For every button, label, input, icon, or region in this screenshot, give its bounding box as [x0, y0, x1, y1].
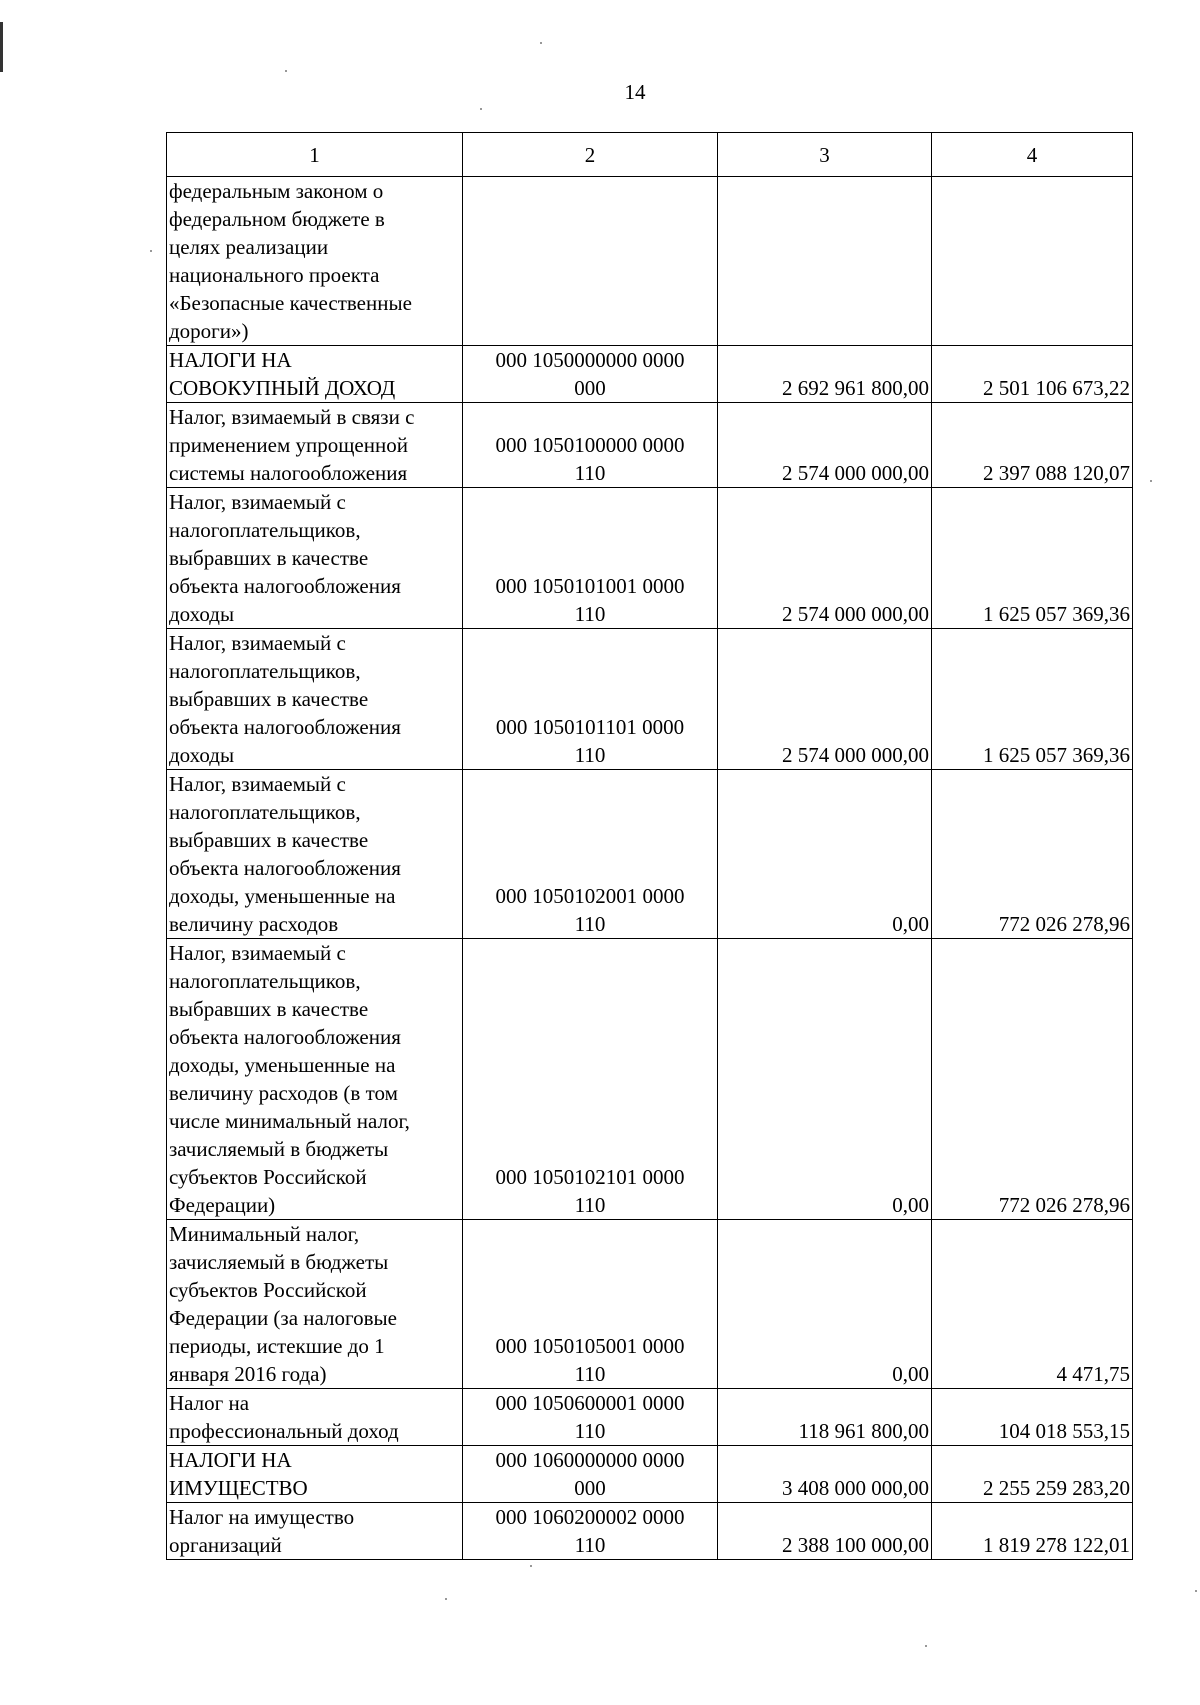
table-row — [167, 1446, 1133, 1503]
row-actual: 1 625 057 369,36 — [932, 629, 1133, 770]
row-actual: 1 625 057 369,36 — [932, 488, 1133, 629]
row-code: 000 1050100000 0000 110 — [463, 403, 718, 488]
row-actual: 2 501 106 673,22 — [932, 346, 1133, 403]
row-name: Налог, взимаемый с налогоплательщиков, выбравших в качестве объекта налогообложения доходы, уменьшенные на величину расходов — [167, 770, 463, 939]
row-plan: 118 961 800,00 — [718, 1389, 932, 1446]
scan-speck — [530, 1565, 532, 1567]
row-code: 000 1060000000 0000 000 — [463, 1446, 718, 1503]
column-header-4: 4 — [932, 133, 1133, 177]
row-name: Минимальный налог, зачисляемый в бюджеты субъектов Российской Федерации (за налоговые периоды, истекшие до 1 января 2016 года) — [167, 1220, 463, 1389]
scan-edge-mark — [0, 22, 3, 72]
row-actual — [932, 177, 1133, 346]
table-row — [167, 939, 1133, 1220]
row-code: 000 1050000000 0000 000 — [463, 346, 718, 403]
row-code: 000 1050105001 0000 110 — [463, 1220, 718, 1389]
row-plan: 0,00 — [718, 1220, 932, 1389]
table-row — [167, 1503, 1133, 1560]
row-plan — [718, 177, 932, 346]
row-plan: 2 574 000 000,00 — [718, 403, 932, 488]
scan-speck — [540, 42, 542, 44]
budget-revenue-table — [166, 132, 1133, 1560]
row-name: Налог, взимаемый с налогоплательщиков, выбравших в качестве объекта налогообложения доходы — [167, 629, 463, 770]
row-plan: 2 574 000 000,00 — [718, 629, 932, 770]
scan-speck — [1150, 480, 1152, 482]
row-code — [463, 177, 718, 346]
row-actual: 772 026 278,96 — [932, 939, 1133, 1220]
row-name: Налог на профессиональный доход — [167, 1389, 463, 1446]
scan-speck — [445, 1598, 447, 1600]
table-row — [167, 403, 1133, 488]
scan-speck — [150, 250, 152, 252]
row-code: 000 1050101101 0000 110 — [463, 629, 718, 770]
row-actual: 1 819 278 122,01 — [932, 1503, 1133, 1560]
row-code: 000 1050600001 0000 110 — [463, 1389, 718, 1446]
scan-speck — [480, 108, 482, 110]
row-plan: 2 388 100 000,00 — [718, 1503, 932, 1560]
row-actual: 772 026 278,96 — [932, 770, 1133, 939]
row-code: 000 1050101001 0000 110 — [463, 488, 718, 629]
row-code: 000 1050102101 0000 110 — [463, 939, 718, 1220]
row-plan: 2 692 961 800,00 — [718, 346, 932, 403]
row-plan: 2 574 000 000,00 — [718, 488, 932, 629]
row-name: Налог, взимаемый в связи с применением упрощенной системы налогообложения — [167, 403, 463, 488]
column-header-1: 1 — [167, 133, 463, 177]
row-name: Налог на имущество организаций — [167, 1503, 463, 1560]
row-name: НАЛОГИ НА СОВОКУПНЫЙ ДОХОД — [167, 346, 463, 403]
table-row — [167, 770, 1133, 939]
table-row — [167, 629, 1133, 770]
page-number: 14 — [624, 80, 646, 104]
row-name: Налог, взимаемый с налогоплательщиков, выбравших в качестве объекта налогообложения доходы — [167, 488, 463, 629]
table-row — [167, 1389, 1133, 1446]
table-row — [167, 1220, 1133, 1389]
table-row — [167, 488, 1133, 629]
row-code: 000 1050102001 0000 110 — [463, 770, 718, 939]
row-plan: 3 408 000 000,00 — [718, 1446, 932, 1503]
table-row — [167, 177, 1133, 346]
scan-speck — [1195, 1590, 1197, 1592]
row-actual: 2 255 259 283,20 — [932, 1446, 1133, 1503]
row-actual: 4 471,75 — [932, 1220, 1133, 1389]
row-name: федеральным законом о федеральном бюджете в целях реализации национального проекта «Безопасные качественные дороги») — [167, 177, 463, 346]
scan-speck — [925, 1645, 927, 1647]
row-name: НАЛОГИ НА ИМУЩЕСТВО — [167, 1446, 463, 1503]
column-header-2: 2 — [463, 133, 718, 177]
table-header-row — [167, 133, 1133, 177]
table-row — [167, 346, 1133, 403]
row-plan: 0,00 — [718, 770, 932, 939]
row-actual: 104 018 553,15 — [932, 1389, 1133, 1446]
row-code: 000 1060200002 0000 110 — [463, 1503, 718, 1560]
row-actual: 2 397 088 120,07 — [932, 403, 1133, 488]
row-plan: 0,00 — [718, 939, 932, 1220]
scan-speck — [285, 70, 287, 72]
column-header-3: 3 — [718, 133, 932, 177]
row-name: Налог, взимаемый с налогоплательщиков, выбравших в качестве объекта налогообложения доходы, уменьшенные на величину расходов (в том числе минимальный налог, зачисляемый в бюджеты субъектов Российской Федерации) — [167, 939, 463, 1220]
